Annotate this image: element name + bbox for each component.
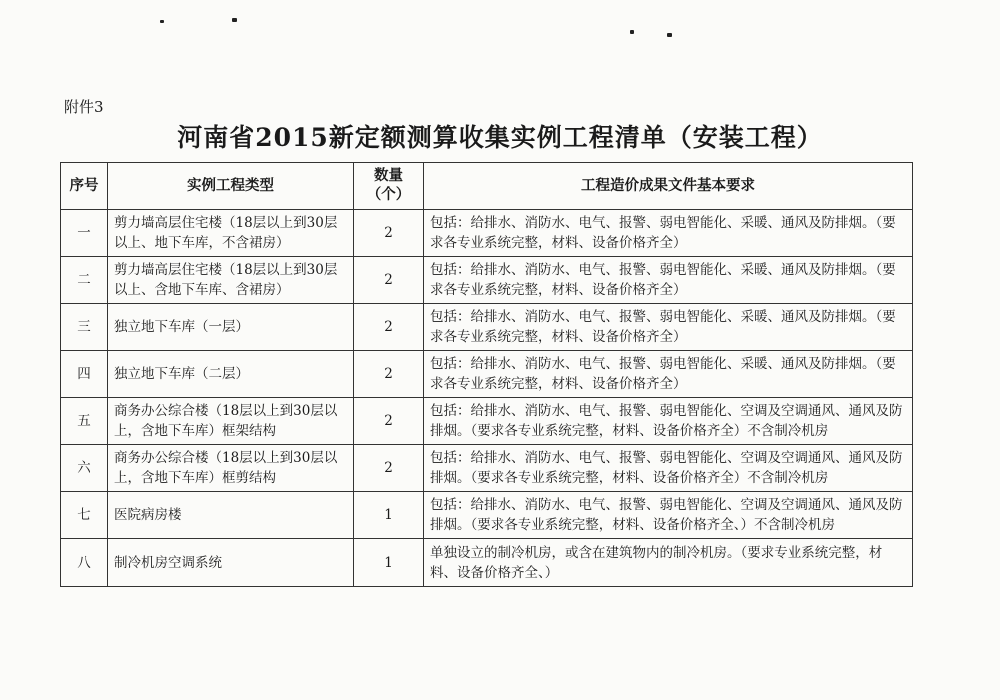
table-row [61, 398, 913, 445]
header-seq: 序号 [61, 163, 108, 210]
row-seq: 四 [61, 351, 108, 398]
scan-speck [232, 18, 237, 22]
table-row [61, 445, 913, 492]
row-type: 独立地下车库（一层） [108, 304, 354, 351]
row-qty: 2 [354, 257, 424, 304]
scan-speck [667, 33, 672, 37]
row-seq: 七 [61, 492, 108, 539]
table-row [61, 257, 913, 304]
row-type: 商务办公综合楼（18层以上到30层以上，含地下车库）框剪结构 [108, 445, 354, 492]
row-requirements: 单独设立的制冷机房，或含在建筑物内的制冷机房。（要求专业系统完整，材料、设备价格齐全、） [424, 539, 913, 587]
row-requirements: 包括：给排水、消防水、电气、报警、弱电智能化、采暖、通风及防排烟。（要求各专业系统完整，材料、设备价格齐全） [424, 210, 913, 257]
table-header-row [61, 163, 913, 210]
table-row [61, 492, 913, 539]
table-row [61, 210, 913, 257]
table-row [61, 304, 913, 351]
row-type: 剪力墙高层住宅楼（18层以上到30层以上、地下车库，不含裙房） [108, 210, 354, 257]
project-list-table [60, 162, 913, 587]
table-row [61, 351, 913, 398]
row-qty: 2 [354, 398, 424, 445]
header-type: 实例工程类型 [108, 163, 354, 210]
row-qty: 2 [354, 351, 424, 398]
row-qty: 1 [354, 492, 424, 539]
row-type: 商务办公综合楼（18层以上到30层以上，含地下车库）框架结构 [108, 398, 354, 445]
row-requirements: 包括：给排水、消防水、电气、报警、弱电智能化、空调及空调通风、通风及防排烟。（要求各专业系统完整，材料、设备价格齐全、）不含制冷机房 [424, 492, 913, 539]
table-row [61, 539, 913, 587]
row-seq: 五 [61, 398, 108, 445]
attachment-label: 附件3 [64, 98, 104, 116]
row-type: 医院病房楼 [108, 492, 354, 539]
row-type: 制冷机房空调系统 [108, 539, 354, 587]
row-requirements: 包括：给排水、消防水、电气、报警、弱电智能化、采暖、通风及防排烟。（要求各专业系统完整，材料、设备价格齐全） [424, 257, 913, 304]
row-seq: 二 [61, 257, 108, 304]
row-type: 独立地下车库（二层） [108, 351, 354, 398]
row-requirements: 包括：给排水、消防水、电气、报警、弱电智能化、空调及空调通风、通风及防排烟。（要求各专业系统完整，材料、设备价格齐全）不含制冷机房 [424, 398, 913, 445]
row-requirements: 包括：给排水、消防水、电气、报警、弱电智能化、空调及空调通风、通风及防排烟。（要求各专业系统完整，材料、设备价格齐全）不含制冷机房 [424, 445, 913, 492]
header-qty: 数量（个） [354, 163, 424, 210]
row-requirements: 包括：给排水、消防水、电气、报警、弱电智能化、采暖、通风及防排烟。（要求各专业系统完整，材料、设备价格齐全） [424, 351, 913, 398]
row-qty: 2 [354, 210, 424, 257]
row-type: 剪力墙高层住宅楼（18层以上到30层以上、含地下车库、含裙房） [108, 257, 354, 304]
row-seq: 三 [61, 304, 108, 351]
scan-speck [160, 20, 164, 23]
page-title: 河南省2015新定额测算收集实例工程清单（安装工程） [177, 123, 823, 152]
row-qty: 2 [354, 304, 424, 351]
header-requirements: 工程造价成果文件基本要求 [424, 163, 913, 210]
row-seq: 一 [61, 210, 108, 257]
row-requirements: 包括：给排水、消防水、电气、报警、弱电智能化、采暖、通风及防排烟。（要求各专业系统完整，材料、设备价格齐全） [424, 304, 913, 351]
row-seq: 八 [61, 539, 108, 587]
scan-speck [630, 30, 634, 34]
row-seq: 六 [61, 445, 108, 492]
row-qty: 2 [354, 445, 424, 492]
row-qty: 1 [354, 539, 424, 587]
